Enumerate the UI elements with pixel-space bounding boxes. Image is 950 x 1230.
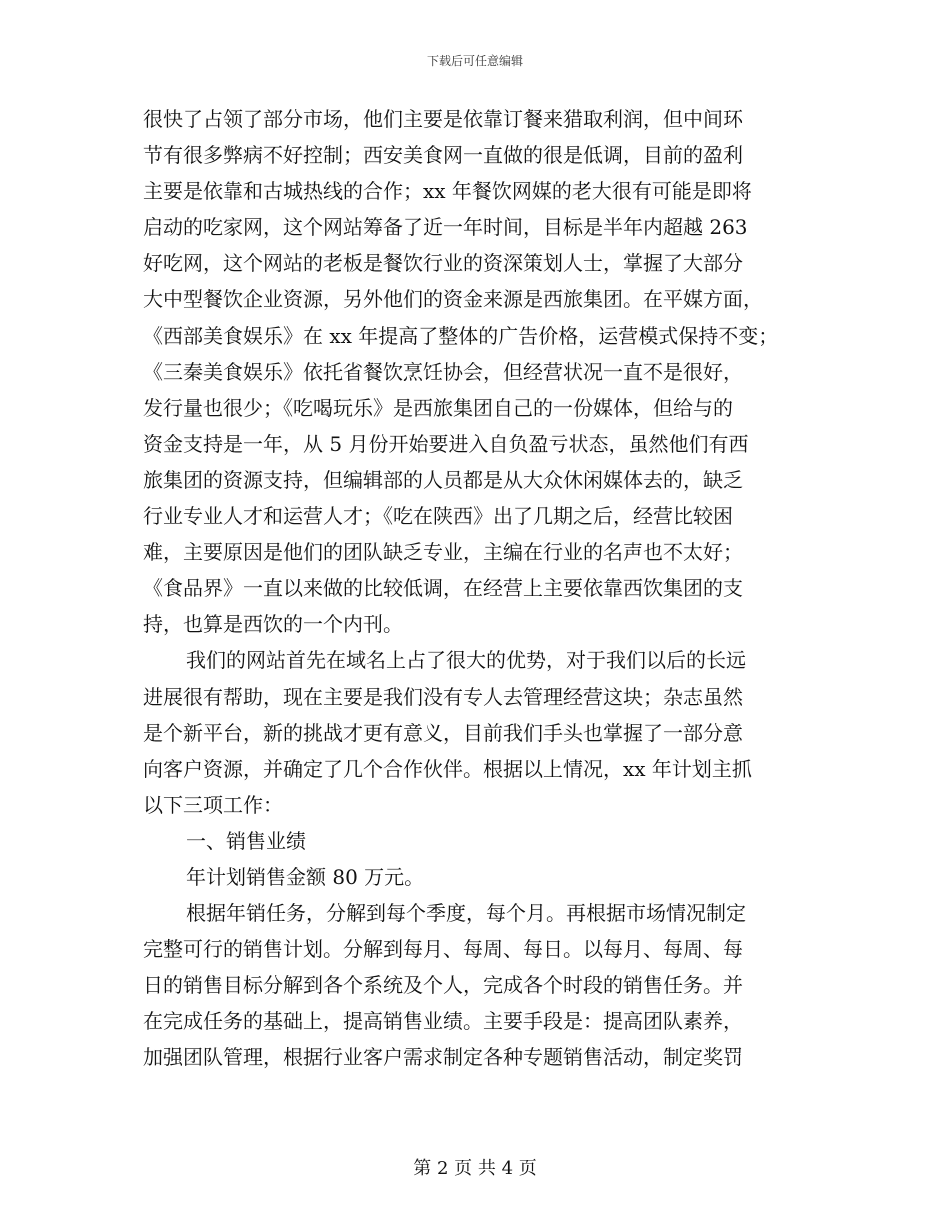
text-line: 启动的吃家网，这个网站筹备了近一年时间，目标是半年内超越 263 — [143, 215, 748, 240]
text-line: 日的销售目标分解到各个系统及个人，完成各个时段的销售任务。并 — [143, 973, 743, 998]
text-line: 进展很有帮助，现在主要是我们没有专人去管理经营这块；杂志虽然 — [143, 684, 743, 709]
text-line: 行业专业人才和运营人才；《吃在陕西》出了几期之后，经营比较困 — [143, 504, 733, 529]
section-heading: 一、销售业绩 — [186, 828, 306, 853]
body-text — [143, 101, 813, 1076]
text-line: 持，也算是西饮的一个内刊。 — [143, 612, 403, 637]
text-line: 在完成任务的基础上，提高销售业绩。主要手段是：提高团队素养， — [143, 1009, 743, 1034]
text-line: 完整可行的销售计划。分解到每月、每周、每日。以每月、每周、每 — [143, 937, 743, 962]
text-line: 难，主要原因是他们的团队缺乏专业，主编在行业的名声也不太好； — [143, 540, 743, 565]
text-line: 加强团队管理，根据行业客户需求制定各种专题销售活动，制定奖罚 — [143, 1045, 743, 1070]
text-line: 很快了占领了部分市场，他们主要是依靠订餐来猎取利润，但中间环 — [143, 107, 743, 131]
text-line: 节有很多弊病不好控制；西安美食网一直做的很是低调，目前的盈利 — [143, 143, 743, 168]
text-line: 根据年销任务，分解到每个季度，每个月。再根据市场情况制定 — [186, 901, 746, 926]
text-line: 年计划销售金额 80 万元。 — [186, 864, 425, 889]
text-line: 以下三项工作： — [143, 792, 283, 817]
text-line: 资金支持是一年，从 5 月份开始要进入自负盈亏状态，虽然他们有西 — [143, 431, 749, 456]
text-line: 旅集团的资源支持，但编辑部的人员都是从大众休闲媒体去的，缺乏 — [143, 467, 743, 492]
text-line: 主要是依靠和古城热线的合作；xx 年餐饮网媒的老大很有可能是即将 — [143, 179, 752, 204]
page-header: 下载后可任意编辑 — [426, 54, 523, 68]
text-line: 我们的网站首先在域名上占了很大的优势，对于我们以后的长远 — [186, 648, 746, 673]
text-line: 大中型餐饮企业资源，另外他们的资金来源是西旅集团。在平媒方面， — [143, 287, 763, 312]
text-line: 发行量也很少；《吃喝玩乐》是西旅集团自己的一份媒体，但给与的 — [143, 395, 733, 420]
text-line: 《西部美食娱乐》在 xx 年提高了整体的广告价格，运营模式保持不变； — [143, 323, 779, 348]
text-line: 是个新平台，新的挑战才更有意义，目前我们手头也掌握了一部分意 — [143, 720, 743, 745]
text-line: 好吃网，这个网站的老板是餐饮行业的资深策划人士，掌握了大部分 — [143, 251, 743, 276]
page-footer: 第 2 页 共 4 页 — [413, 1158, 537, 1179]
text-line: 《三秦美食娱乐》依托省餐饮烹饪协会，但经营状况一直不是很好， — [143, 359, 743, 384]
text-line: 《食品界》一直以来做的比较低调，在经营上主要依靠西饮集团的支 — [143, 576, 743, 601]
text-line: 向客户资源，并确定了几个合作伙伴。根据以上情况，xx 年计划主抓 — [143, 756, 752, 781]
